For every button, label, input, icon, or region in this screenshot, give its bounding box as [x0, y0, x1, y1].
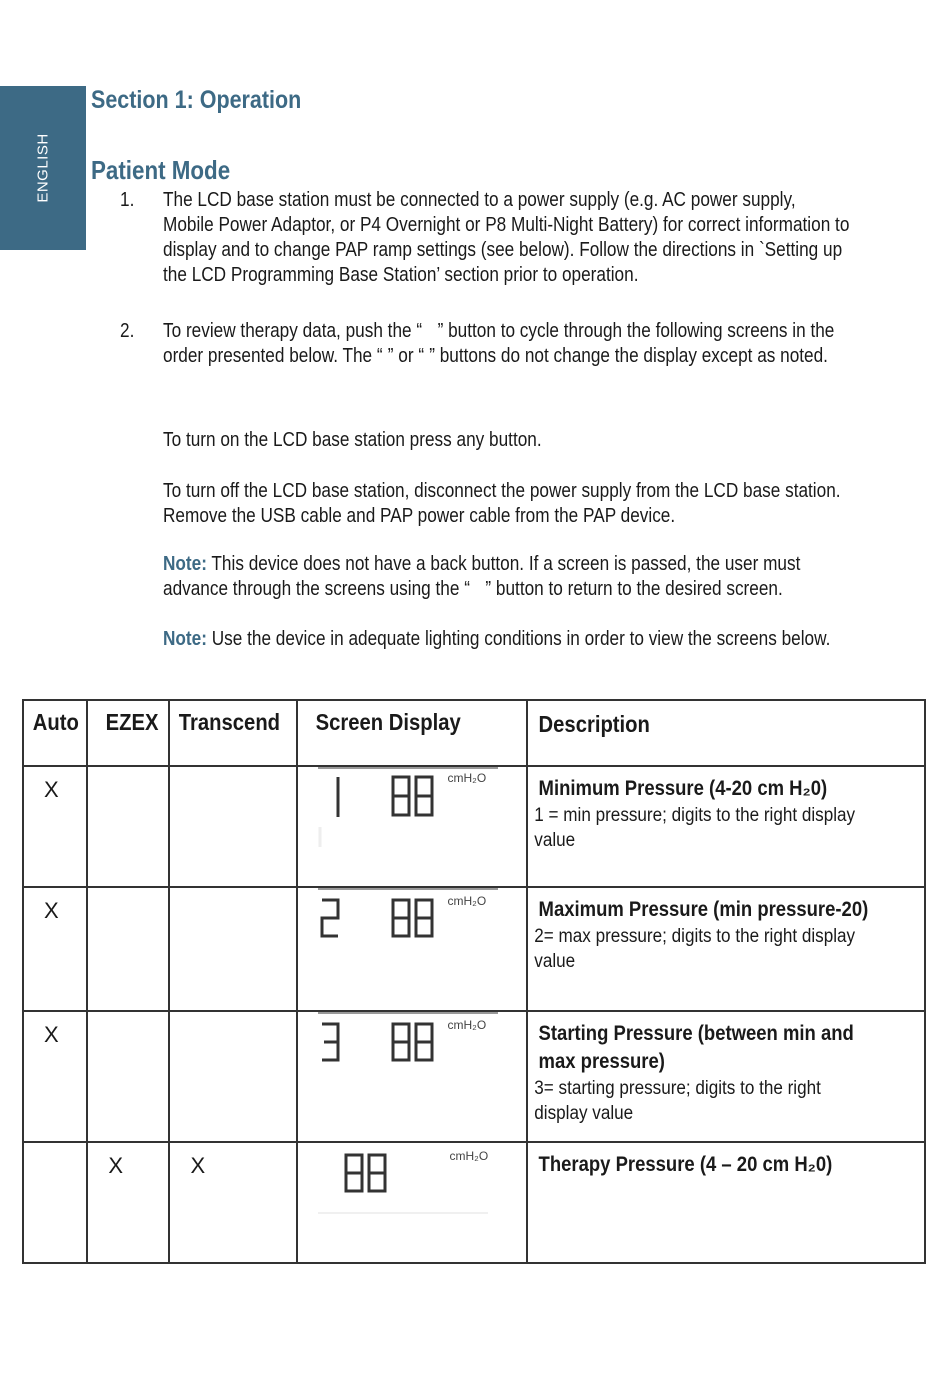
- row-3-transcend: [170, 1012, 295, 1022]
- step-2-number: 2.: [120, 320, 135, 342]
- row-3-auto: X: [44, 1022, 59, 1047]
- note-1-label: Note:: [163, 553, 207, 575]
- row-2-title: Maximum Pressure (min pressure-20): [538, 898, 868, 921]
- turn-off-text: To turn off the LCD base station, disconnect the power supply from the LCD base station. Remove the USB cable and PAP power cable from the PAP device.: [163, 480, 841, 527]
- lcd-4-unit: cmH₂O: [449, 1149, 489, 1163]
- turn-on-text: To turn on the LCD base station press any button.: [163, 429, 542, 451]
- header-auto: Auto: [32, 709, 79, 735]
- table-row: [23, 766, 925, 887]
- lcd-3-unit: cmH₂O: [447, 1018, 487, 1032]
- row-2-ezex: [88, 888, 168, 898]
- row-4-transcend: X: [190, 1153, 206, 1178]
- lcd-2-unit: cmH₂O: [447, 894, 487, 908]
- header-screen-display: Screen Display: [315, 709, 461, 735]
- language-tab-label: ENGLISH: [34, 133, 52, 203]
- lcd-screen-4: [298, 1143, 526, 1253]
- table-row: [23, 887, 925, 1011]
- lcd-screen-1: [298, 767, 526, 877]
- lcd-3-value-digits: [393, 1024, 432, 1060]
- row-2-auto: X: [44, 898, 59, 923]
- step-1-text: The LCD base station must be connected to a power supply (e.g. AC power supply, Mobile Power Adaptor, or P4 Overnight or P8 Multi-Night Battery) for correct information to display and to change PAP ramp settings (see below). Follow the directions in `Setting up the LCD Programming Base Station’ section prior to operation.: [163, 189, 850, 286]
- lcd-screen-2: [298, 888, 526, 998]
- lcd-3-left-digit: [322, 1024, 338, 1060]
- row-1-description: 1 = min pressure; digits to the right display value: [533, 805, 855, 851]
- step-1-number: 1.: [120, 189, 135, 211]
- row-1-title: Minimum Pressure (4-20 cm H₂0): [538, 777, 827, 800]
- lcd-1-unit: cmH₂O: [447, 771, 487, 785]
- settings-table: [22, 699, 926, 1264]
- row-2-transcend: [170, 888, 295, 898]
- lcd-screen-3: [298, 1012, 526, 1122]
- row-1-auto: X: [44, 777, 59, 802]
- section-heading: Section 1: Operation: [91, 86, 302, 114]
- row-1-ezex: [88, 767, 168, 777]
- lcd-2-left-digit: [322, 900, 338, 936]
- row-2-description: 2= max pressure; digits to the right display value: [533, 926, 855, 972]
- header-transcend: Transcend: [179, 709, 281, 735]
- note-2-label: Note:: [163, 628, 207, 650]
- header-description: Description: [538, 711, 650, 737]
- table-row: [23, 1011, 925, 1142]
- lcd-1-value-digits: [393, 777, 432, 815]
- step-2-text: To review therapy data, push the “ ” button to cycle through the following screens in the order presented below. The “ ” or “ ” buttons do not change the display except as noted.: [163, 320, 835, 367]
- row-1-transcend: [170, 767, 295, 777]
- table-header-row: [23, 700, 925, 766]
- lcd-4-value-digits: [346, 1155, 385, 1191]
- language-tab: [0, 86, 86, 250]
- patient-mode-heading: Patient Mode: [91, 155, 231, 185]
- lcd-2-value-digits: [393, 900, 432, 936]
- row-3-title: Starting Pressure (between min and max pressure): [538, 1022, 854, 1073]
- note-1: Note: This device does not have a back button. If a screen is passed, the user must advance through the screens using the “ ” button to return to the desired screen.: [163, 553, 801, 600]
- table-row: [23, 1142, 925, 1263]
- row-4-ezex: X: [108, 1153, 124, 1178]
- row-3-ezex: [88, 1012, 168, 1022]
- header-ezex: EZEX: [105, 709, 159, 735]
- note-2: Note: Use the device in adequate lighting conditions in order to view the screens below.: [163, 628, 831, 650]
- row-4-title: Therapy Pressure (4 – 20 cm H₂0): [538, 1153, 832, 1176]
- row-3-description: 3= starting pressure; digits to the right display value: [533, 1078, 821, 1124]
- row-4-auto: [24, 1143, 86, 1153]
